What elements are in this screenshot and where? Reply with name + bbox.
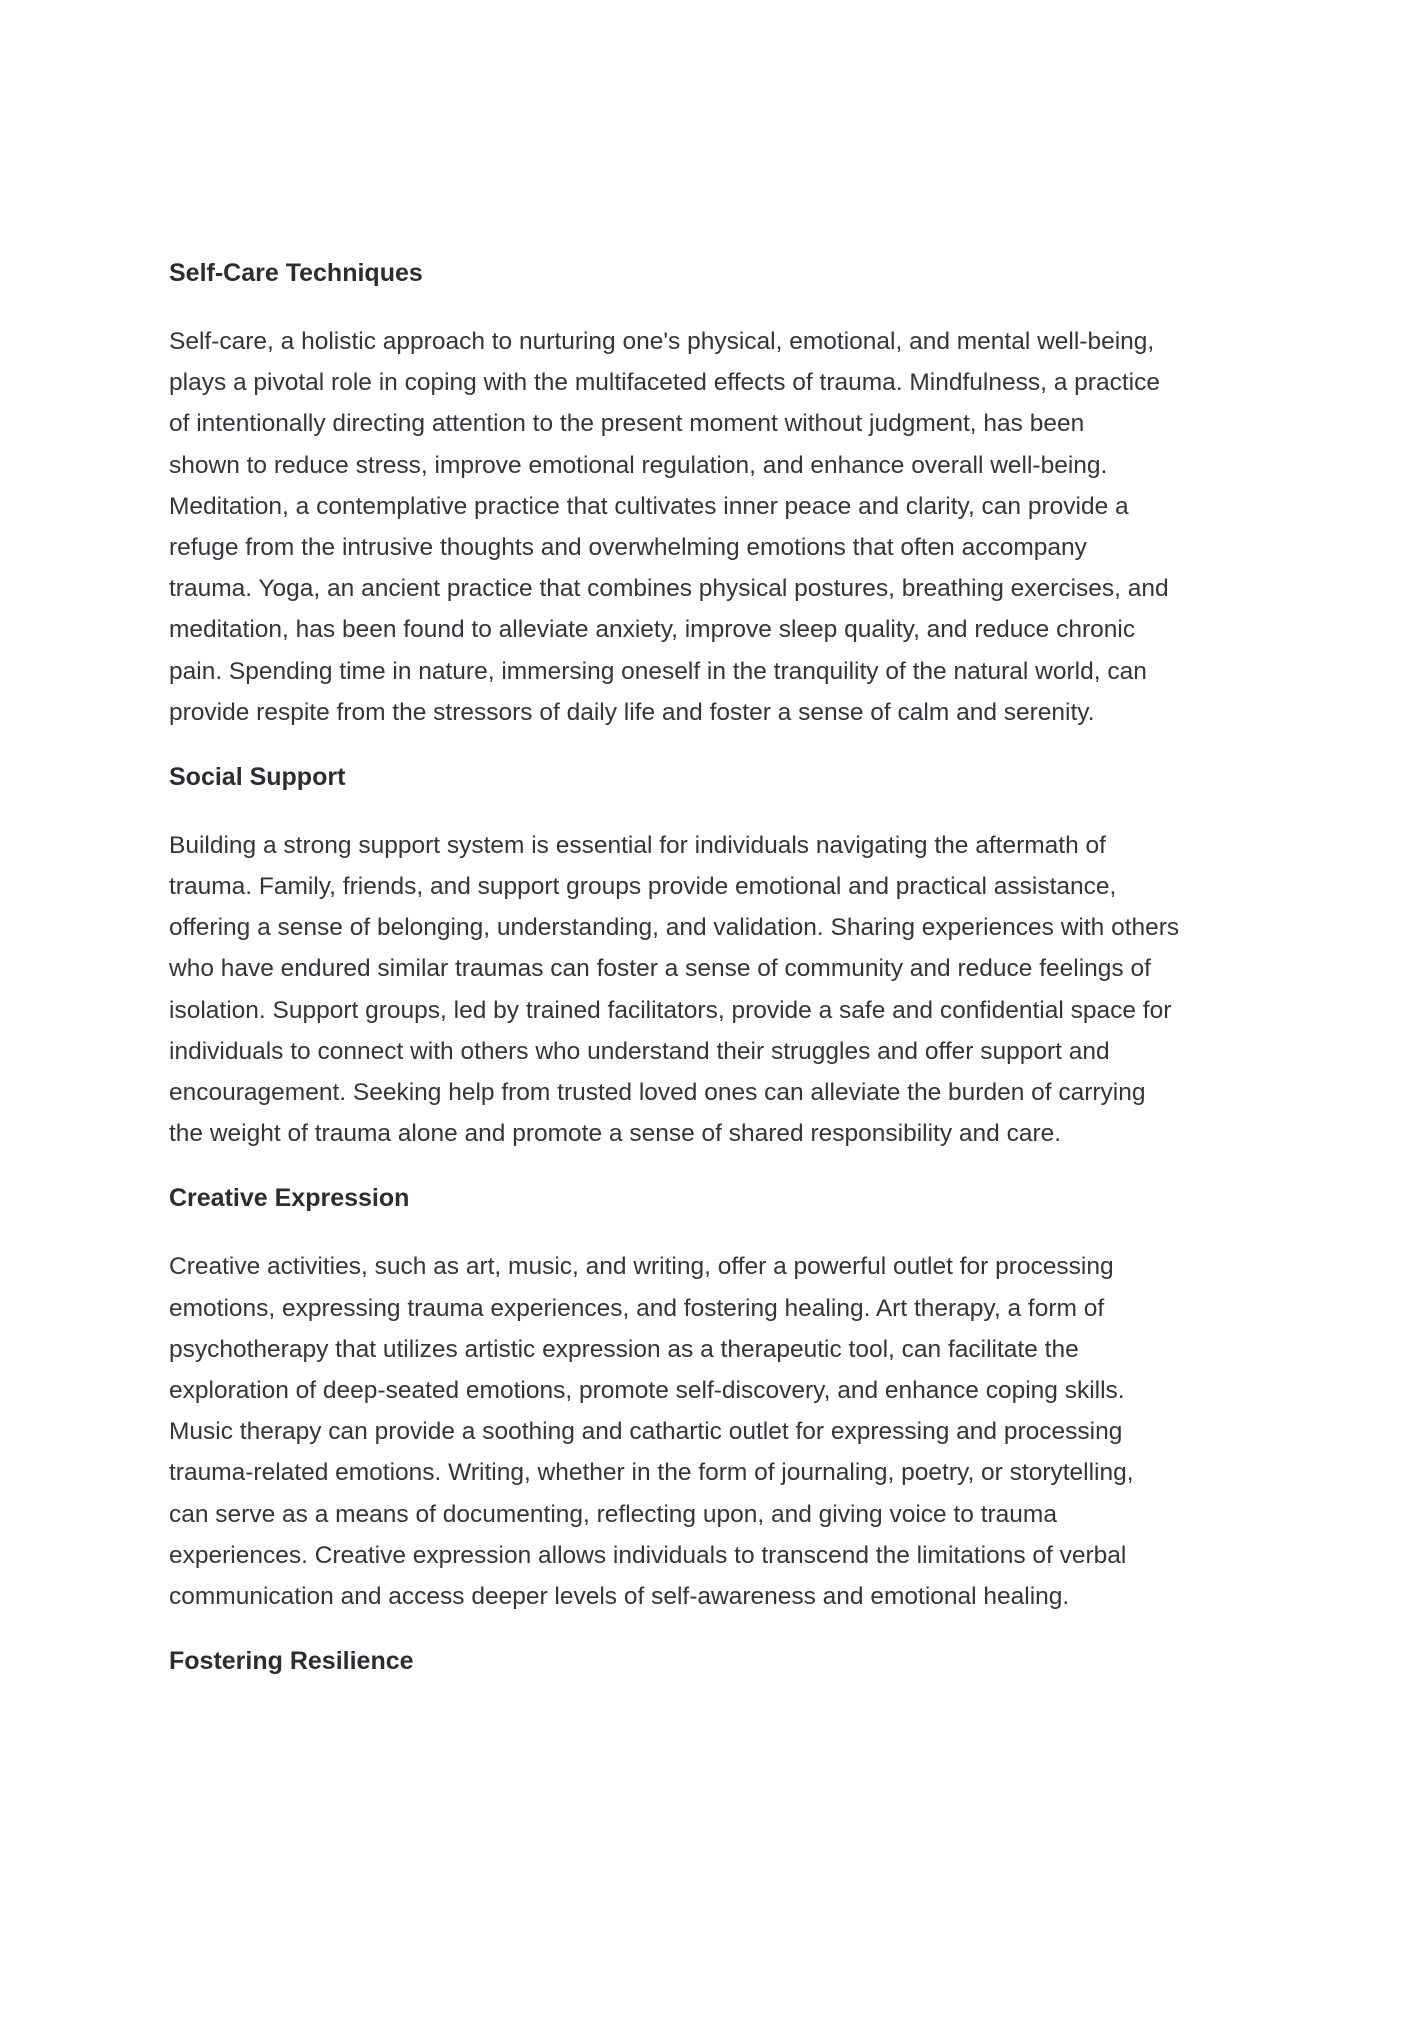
paragraph-line: shown to reduce stress, improve emotional regulation, and enhance overall well-being. — [169, 451, 1108, 479]
spacer — [169, 1154, 1269, 1180]
paragraph-line: provide respite from the stressors of daily life and foster a sense of calm and serenity. — [169, 698, 1095, 726]
paragraph-line: trauma. Family, friends, and support groups provide emotional and practical assistance, — [169, 873, 1117, 901]
paragraph-line: Music therapy can provide a soothing and cathartic outlet for expressing and processing — [169, 1418, 1123, 1446]
spacer — [169, 1617, 1269, 1643]
paragraph-line: Self-care, a holistic approach to nurturing one's physical, emotional, and mental well-being, — [169, 328, 1155, 355]
spacer — [169, 1216, 1269, 1246]
paragraph-line: psychotherapy that utilizes artistic expression as a therapeutic tool, can facilitate the — [169, 1335, 1079, 1363]
paragraph-creative-expression — [169, 1246, 1269, 1617]
paragraph-line: Creative activities, such as art, music, and writing, offer a powerful outlet for processing — [169, 1253, 1114, 1281]
paragraph-line: individuals to connect with others who understand their struggles and offer support and — [169, 1037, 1110, 1065]
spacer — [169, 291, 1269, 321]
section-heading-fostering-resilience: Fostering Resilience — [169, 1647, 414, 1676]
paragraph-line: communication and access deeper levels of self-awareness and emotional healing. — [169, 1582, 1070, 1610]
paragraph-line: can serve as a means of documenting, reflecting upon, and giving voice to trauma — [169, 1500, 1057, 1528]
paragraph-social-support — [169, 825, 1269, 1155]
paragraph-line: Building a strong support system is essential for individuals navigating the aftermath of — [169, 831, 1106, 859]
section-heading-self-care: Self-Care Techniques — [169, 259, 423, 287]
paragraph-line: refuge from the intrusive thoughts and overwhelming emotions that often accompany — [169, 533, 1087, 561]
paragraph-line: pain. Spending time in nature, immersing oneself in the tranquility of the natural world, can — [169, 657, 1147, 685]
paragraph-line: the weight of trauma alone and promote a sense of shared responsibility and care. — [169, 1120, 1062, 1148]
paragraph-line: plays a pivotal role in coping with the multifaceted effects of trauma. Mindfulness, a practice — [169, 369, 1160, 397]
document-body — [169, 255, 1269, 1679]
paragraph-line: encouragement. Seeking help from trusted loved ones can alleviate the burden of carrying — [169, 1079, 1146, 1106]
paragraph-line: who have endured similar traumas can foster a sense of community and reduce feelings of — [169, 955, 1151, 983]
spacer — [169, 733, 1269, 759]
paragraph-line: experiences. Creative expression allows individuals to transcend the limitations of verbal — [169, 1541, 1127, 1569]
paragraph-line: Meditation, a contemplative practice that cultivates inner peace and clarity, can provide a — [169, 492, 1129, 520]
paragraph-line: trauma-related emotions. Writing, whether in the form of journaling, poetry, or storytelling, — [169, 1459, 1134, 1487]
paragraph-line: emotions, expressing trauma experiences, and fostering healing. Art therapy, a form of — [169, 1294, 1105, 1322]
paragraph-self-care — [169, 321, 1269, 733]
paragraph-line: meditation, has been found to alleviate anxiety, improve sleep quality, and reduce chronic — [169, 616, 1136, 644]
paragraph-line: isolation. Support groups, led by trained facilitators, provide a safe and confidential space for — [169, 996, 1172, 1024]
section-heading-creative-expression: Creative Expression — [169, 1184, 410, 1213]
paragraph-line: exploration of deep-seated emotions, promote self-discovery, and enhance coping skills. — [169, 1376, 1125, 1404]
spacer — [169, 795, 1269, 825]
paragraph-line: offering a sense of belonging, understanding, and validation. Sharing experiences with others — [169, 914, 1180, 942]
section-heading-social-support: Social Support — [169, 762, 346, 791]
paragraph-line: trauma. Yoga, an ancient practice that combines physical postures, breathing exercises, and — [169, 575, 1169, 603]
paragraph-line: of intentionally directing attention to the present moment without judgment, has been — [169, 410, 1085, 438]
